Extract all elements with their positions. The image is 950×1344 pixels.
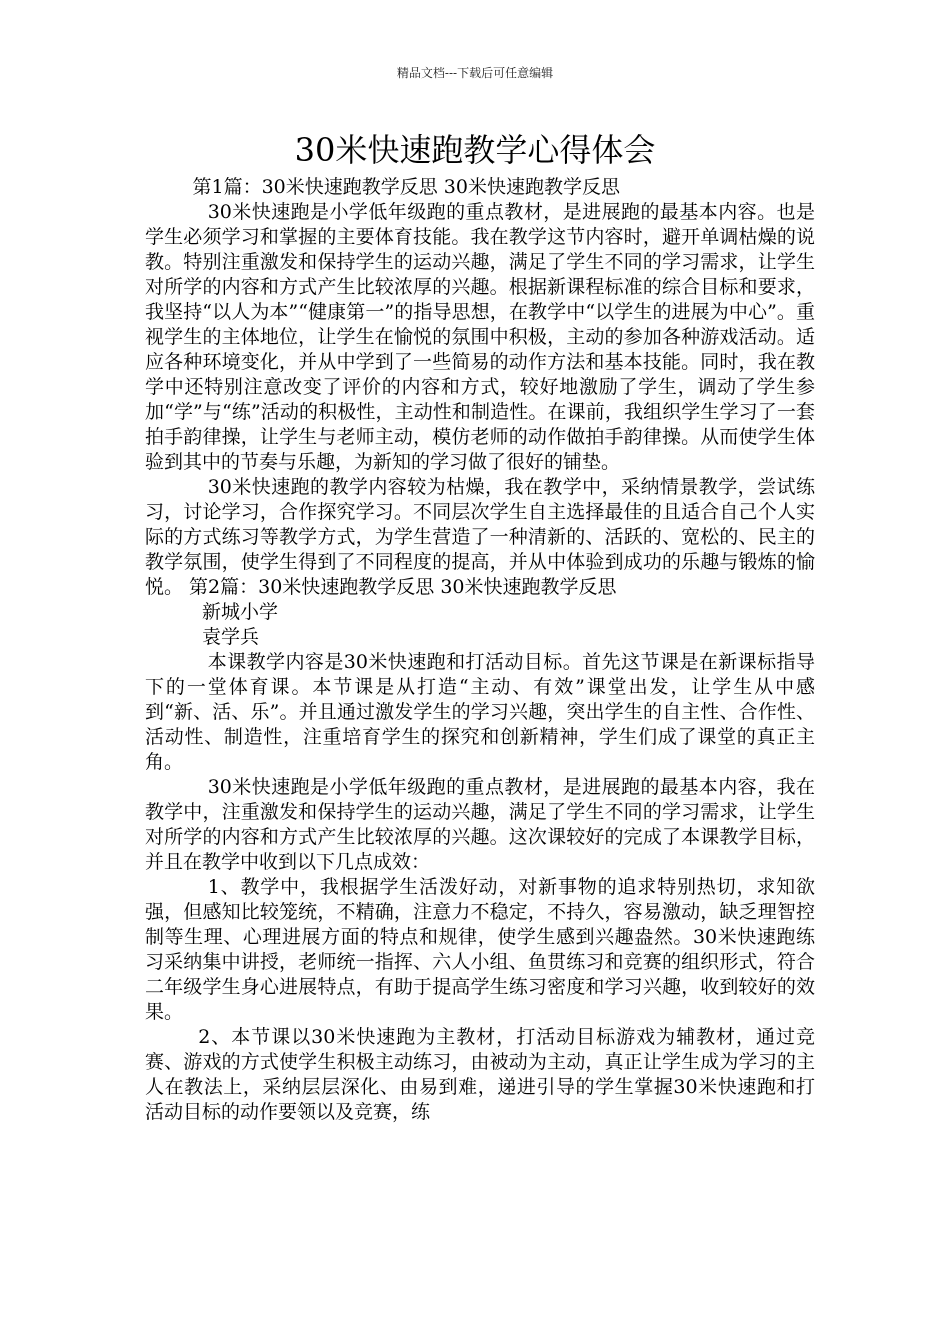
- section-heading-1: 第1篇：30米快速跑教学反思 30米快速跑教学反思: [192, 176, 620, 198]
- document-title: 30米快速跑教学心得体会: [294, 131, 656, 169]
- author-name: 袁学兵: [202, 626, 260, 648]
- document-body: [145, 175, 815, 1125]
- paragraph-6: 2、本节课以30米快速跑为主教材，打活动目标游戏为辅教材，通过竞赛、游戏的方式使学生积极主动练习，由被动为主动，真正让学生成为学习的主人在教法上，采纳层层深化、由易到难，递进引导的学生掌握30米快速跑和打活动目标的动作要领以及竞赛，练: [145, 1026, 815, 1123]
- paragraph-4: 30米快速跑是小学低年级跑的重点教材，是进展跑的最基本内容，我在教学中，注重激发和保持学生的运动兴趣，满足了学生不同的学习需求，让学生对所学的内容和方式产生比较浓厚的兴趣。这次课较好的完成了本课教学目标，并且在教学中收到以下几点成效：: [145, 776, 815, 873]
- paragraph-1: 30米快速跑是小学低年级跑的重点教材，是进展跑的最基本内容。也是学生必须学习和掌握的主要体育技能。我在教学这节内容时，避开单调枯燥的说教。特别注重激发和保持学生的运动兴趣，满足了学生不同的学习需求，让学生对所学的内容和方式产生比较浓厚的兴趣。根据新课程标准的综合目标和要求，我坚持“以人为本”“健康第一”的指导思想，在教学中“以学生的进展为中心”。重视学生的主体地位，让学生在愉悦的氛围中积极，主动的参加各种游戏活动。适应各种环境变化，并从中学到了一些简易的动作方法和基本技能。同时，我在教学中还特别注意改变了评价的内容和方式，较好地激励了学生，调动了学生参加“学”与“练”活动的积极性，主动性和制造性。在课前，我组织学生学习了一套拍手韵律操，让学生与老师主动，模仿老师的动作做拍手韵律操。从而使学生体验到其中的节奏与乐趣，为新知的学习做了很好的铺垫。: [145, 201, 815, 473]
- paragraph-5: 1、教学中，我根据学生活泼好动，对新事物的追求特别热切，求知欲强，但感知比较笼统，不精确，注意力不稳定，不持久，容易激动，缺乏理智控制等生理、心理进展方面的特点和规律，使学生感到兴趣盎然。30米快速跑练习采纳集中讲授，老师统一指挥、六人小组、鱼贯练习和竞赛的组织形式，符合二年级学生身心进展特点，有助于提高学生练习密度和学习兴趣，收到较好的效果。: [145, 876, 815, 1023]
- school-name: 新城小学: [202, 601, 279, 623]
- paragraph-2: 30米快速跑的教学内容较为枯燥，我在教学中，采纳情景教学，尝试练习，讨论学习，合作探究学习。不同层次学生自主选择最佳的且适合自己个人实际的方式练习等教学方式，为学生营造了一种清新的、活跃的、宽松的、民主的教学氛围，使学生得到了不同程度的提高，并从中体验到成功的乐趣与锻炼的愉悦。 第2篇：30米快速跑教学反思 30米快速跑教学反思: [145, 476, 815, 598]
- paragraph-3: 本课教学内容是30米快速跑和打活动目标。首先这节课是在新课标指导下的一堂体育课。本节课是从打造“主动、有效”课堂出发，让学生从中感到“新、活、乐”。并且通过激发学生的学习兴趣，突出学生的自主性、合作性、活动性、制造性，注重培育学生的探究和创新精神，学生们成了课堂的真正主角。: [145, 651, 815, 773]
- watermark-header: 精品文档---下载后可任意编辑: [396, 66, 554, 80]
